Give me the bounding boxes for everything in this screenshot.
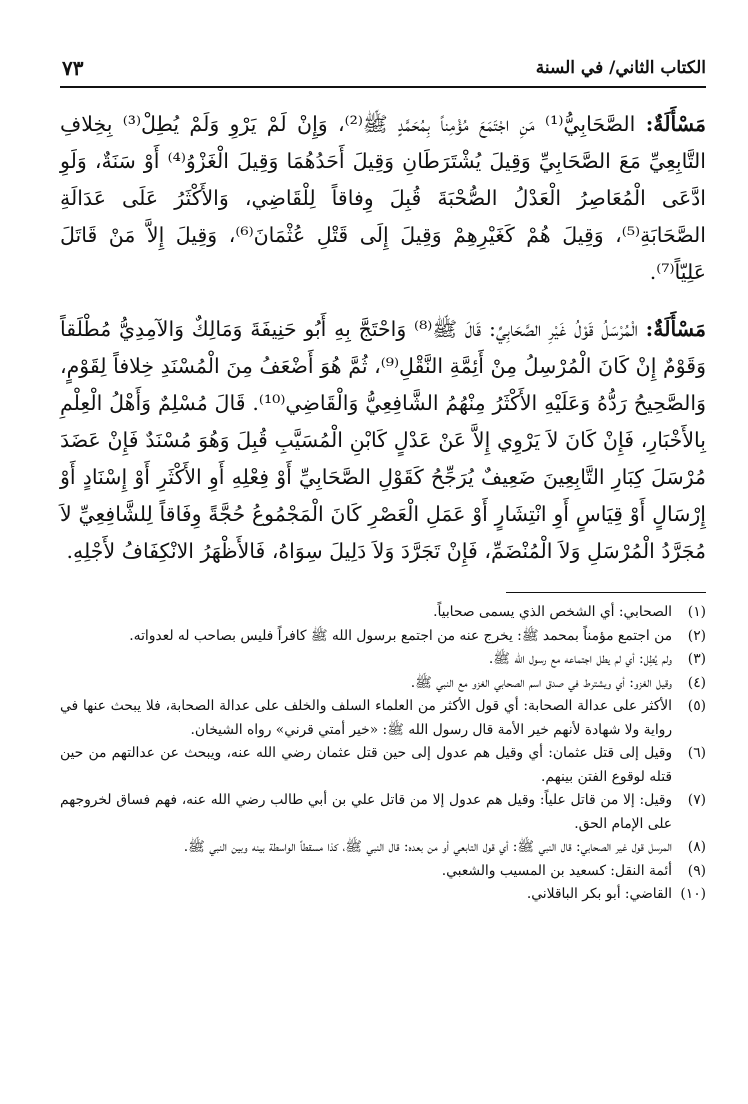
footnote-item bbox=[60, 860, 706, 884]
footnote-number: (٤) bbox=[687, 674, 706, 691]
footnote-item bbox=[60, 695, 706, 742]
page-number: ٧٣ bbox=[62, 56, 84, 80]
page-header bbox=[60, 52, 706, 88]
footnote-number: (٢) bbox=[687, 627, 706, 644]
footnote-text: من اجتمع مؤمناً بمحمد ﷺ: يخرج عنه من اجتمع برسول الله ﷺ كافراً فليس بصاحب له لعدواته. bbox=[129, 627, 672, 644]
footnote-text: وقيل إلى قتل عثمان: أي وقيل هم عدول إلى حين قتل عثمان رضي الله عنه، ويبحث عن عدالتهم من حين قتله لوقوع الفتن بينهم. bbox=[60, 745, 672, 785]
book-page bbox=[60, 52, 706, 1062]
footnote-text: الأكثر على عدالة الصحابة: أي قول الأكثر من العلماء السلف والخلف على عدالة الصحابة، فلا يبحث عنها في رواية ولا شهادة لأنهم خير الأمة قال رسول الله ﷺ: «خير أمتي قرني» رواه الشيخان. bbox=[60, 698, 672, 738]
paragraph-mursal bbox=[60, 311, 706, 570]
footnote-number: (٩) bbox=[687, 862, 706, 879]
footnote-text: ولم يُطِل: أي لم يطل اجتماعه مع رسول الله ﷺ. bbox=[488, 651, 672, 667]
footnote-text: أئمة النقل: كسعيد بن المسيب والشعبي. bbox=[441, 862, 672, 879]
footnote-number: (١) bbox=[687, 604, 706, 620]
paragraph-text: الْمُرْسَلُ قَوْلُ غَيْرِ الصَّحَابِيِّ: قَالَ ﷺ⁽⁸⁾ وَاحْتَجَّ بِهِ أَبُو حَنِيفَةَ وَمَالِكٌ وَالآمِدِيُّ مُطْلَقاً وَقَوْمٌ إِنْ كَانَ الْمُرْسِلُ مِنْ أَئِمَّةِ النَّقْلِ⁽⁹⁾، ثُمَّ هُوَ أَضْعَفُ مِنَ الْمُسْنَدِ خِلافاً لِقَوْمٍ، وَالصَّحِيحُ رَدُّهُ وَعَلَيْهِ الأَكْثَرُ مِنْهُمُ الشَّافِعِيُّ وَالْقَاضِي⁽¹⁰⁾. قَالَ مُسْلِمٌ وَأَهْلُ الْعِلْمِ بِالأَخْبَارِ، فَإِنْ كَانَ لاَ يَرْوِي إِلاَّ عَنْ عَدْلٍ كَابْنِ الْمُسَيَّبِ قُبِلَ وَهُوَ مُسْنَدٌ فَإِنْ عَضَدَ مُرْسَلَ كِبَارِ التَّابِعِينَ ضَعِيفٌ يُرَجِّحُ كَقَوْلِ الصَّحَابِيِّ أَوْ فِعْلِهِ أَوِ الأَكْثَرِ أَوْ إِسْنَادٍ أَوْ إِرْسَالٍ أَوْ قِيَاسٍ أَوِ انْتِشَارٍ أَوْ عَمَلِ الْعَصْرِ كَانَ الْمَجْمُوعُ حُجَّةً وِفَاقاً لِلشَّافِعِيِّ لاَ مُجَرَّدُ الْمُرْسَلِ وَلاَ الْمُنْضَمِّ، فَإِنْ تَجَرَّدَ وَلاَ دَلِيلَ سِوَاهُ، فَالأَظْهَرُ الانْكِفَافُ لأَجْلِهِ. bbox=[60, 317, 707, 563]
issue-keyword: مَسْأَلَةٌ: bbox=[645, 112, 707, 136]
footnote-number: (١٠) bbox=[680, 886, 706, 902]
footnote-separator bbox=[506, 592, 706, 593]
footnote-text: القاضي: أبو بكر الباقلاني. bbox=[526, 886, 672, 902]
footnote-number: (٨) bbox=[687, 839, 706, 855]
footnote-item bbox=[60, 648, 706, 672]
footnote-item bbox=[60, 836, 706, 860]
footnote-item bbox=[60, 625, 706, 649]
paragraph-sahabi bbox=[60, 106, 706, 291]
footnote-item bbox=[60, 672, 706, 696]
footnote-number: (٧) bbox=[687, 792, 706, 808]
footnote-number: (٣) bbox=[687, 651, 706, 667]
footnote-text: وقيل: إلا من قاتل علياً: وقيل هم عدول إلا من قاتل علي بن أبي طالب رضي الله عنه، فهم فساق لخروجهم على الإمام الحق. bbox=[60, 792, 672, 832]
paragraph-text: الصَّحَابِيُّ⁽¹⁾ مَنِ اجْتَمَعَ مُؤْمِناً بِمُحَمَّدٍ ﷺ⁽²⁾، وَإِنْ لَمْ يَرْوِ وَلَمْ يُطِلْ⁽³⁾ بِخِلافِ التَّابِعِيِّ مَعَ الصَّحَابِيِّ وَقِيلَ يُشْتَرَطَانِ وَقِيلَ أَحَدُهُمَا وَقِيلَ الْغَزْوُ⁽⁴⁾ أَوْ سَنَةٌ، وَلَوِ ادَّعَى الْمُعَاصِرُ الْعَدْلُ الصُّحْبَةَ قُبِلَ وِفاقاً لِلْقَاضِي، وَالأَكْثَرُ عَلَى عَدَالَةِ الصَّحَابَةِ⁽⁵⁾، وَقِيلَ هُمْ كَغَيْرِهِمْ وَقِيلَ إِلَى قَتْلِ عُثْمَانَ⁽⁶⁾، وَقِيلَ إِلاَّ مَنْ قَاتَلَ عَلِيّاً⁽⁷⁾. bbox=[60, 112, 706, 284]
footnote-number: (٥) bbox=[687, 698, 706, 714]
running-title: الكتاب الثاني/ في السنة bbox=[535, 58, 706, 78]
footnote-item bbox=[60, 742, 706, 789]
footnote-item bbox=[60, 789, 706, 836]
footnote-item bbox=[60, 601, 706, 625]
footnote-item bbox=[60, 883, 706, 907]
footnote-number: (٦) bbox=[687, 745, 706, 761]
footnote-text: وقيل الغزو: أي ويشترط في صدق اسم الصحابي الغزو مع النبي ﷺ. bbox=[410, 674, 672, 691]
footnotes bbox=[60, 601, 706, 907]
footnote-text: المرسل قول غير الصحابي: قال النبي ﷺ: أي قول التابعي أو من بعده: قال النبي ﷺ، كذا مسقطاً الواسطة بينه وبين النبي ﷺ. bbox=[183, 839, 672, 855]
issue-keyword: مَسْأَلَةٌ: bbox=[645, 317, 706, 341]
footnote-text: الصحابي: أي الشخص الذي يسمى صحابياً. bbox=[433, 604, 672, 620]
